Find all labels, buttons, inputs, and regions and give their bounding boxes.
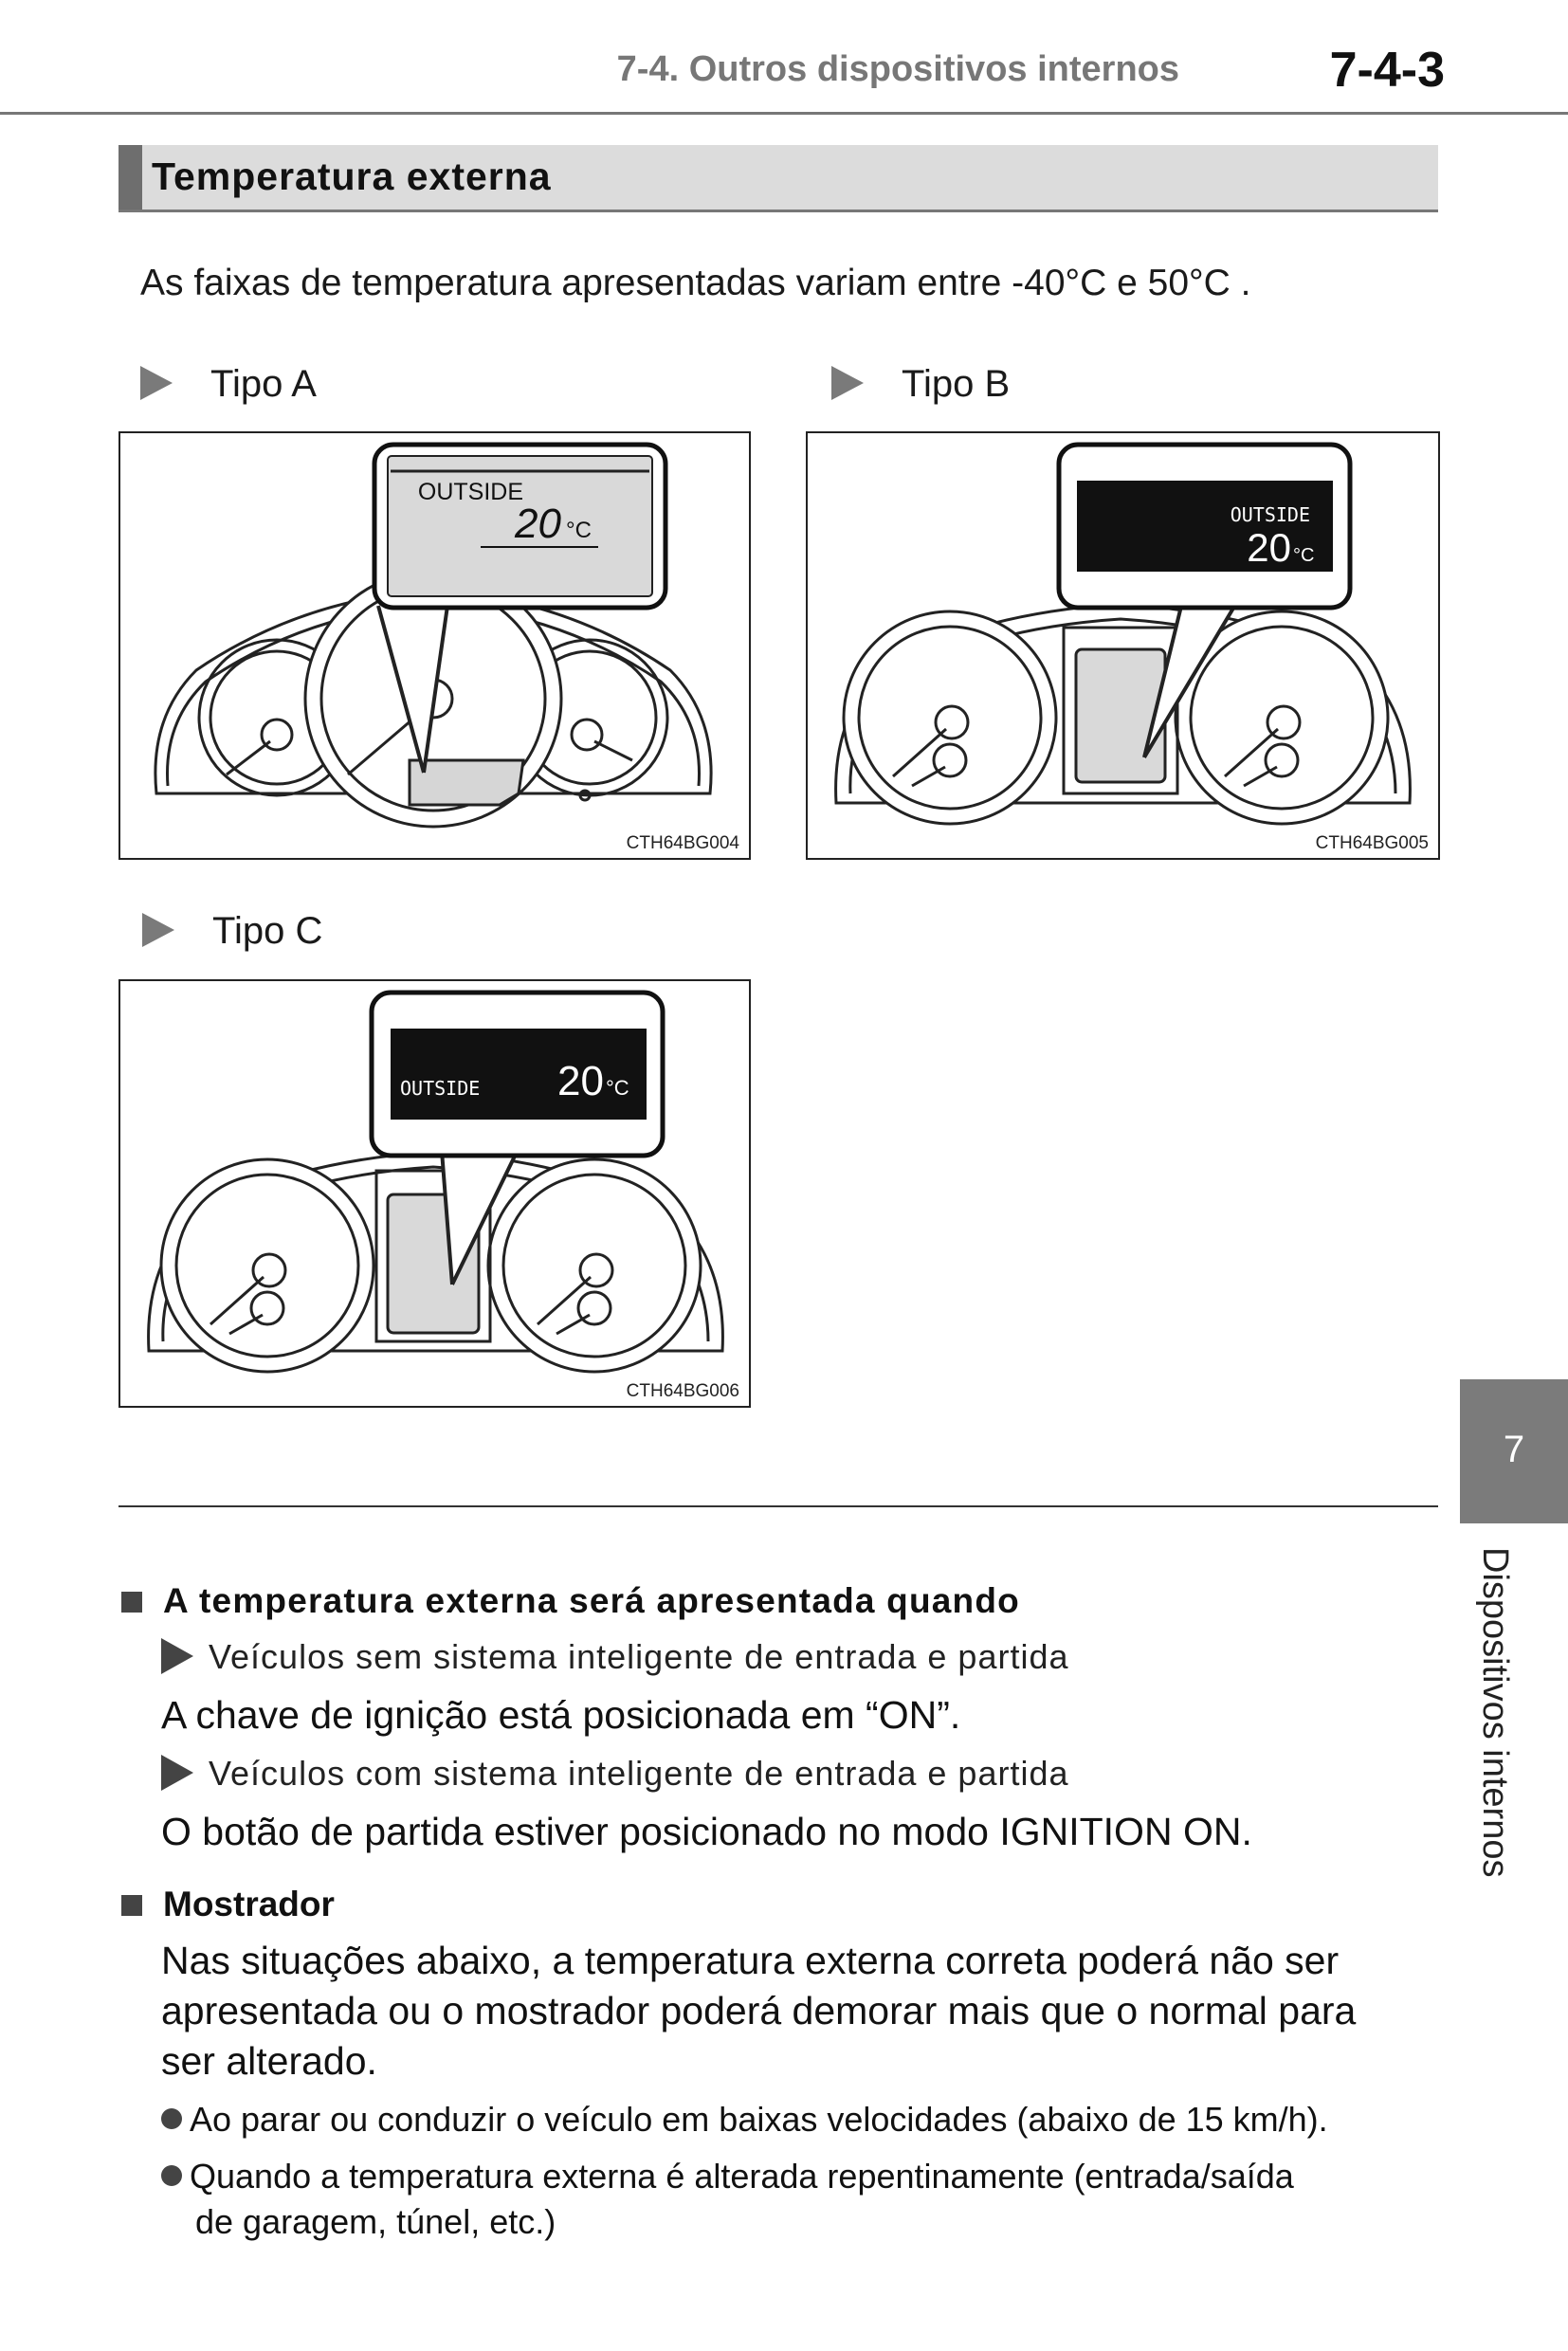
figure-code: CTH64BG005 [1315,833,1429,853]
tipo-b-label: Tipo B [831,363,1010,406]
list-item: Quando a temperatura externa é alterada repentinamente (entrada/saída de garagem, túnel, etc.) [161,2154,1294,2245]
header-divider [0,112,1568,115]
instrument-cluster-a-illustration [120,433,749,858]
when-text-start-button: O botão de partida estiver posicionado no modo IGNITION ON. [161,1810,1252,1853]
triangle-bullet-icon [831,366,864,400]
triangle-bullet-icon [142,913,174,947]
section-divider [119,1505,1438,1507]
figure-tipo-b [806,431,1440,860]
display-temperature-value: 20 [557,1058,604,1104]
figure-tipo-a [119,431,751,860]
display-outside-text: OUTSIDE [1230,503,1310,526]
figure-code: CTH64BG004 [626,833,739,853]
round-bullet-icon [161,2165,182,2186]
display-heading: Mostrador [121,1885,335,1924]
when-text-ignition: A chave de ignição está posicionada em “ON”. [161,1693,961,1737]
square-bullet-icon [121,1895,142,1916]
display-temperature-unit: °C [566,518,592,543]
round-bullet-icon [161,2108,182,2129]
display-outside-text: OUTSIDE [400,1077,481,1100]
tipo-c-label: Tipo C [142,910,322,953]
instrument-cluster-c-illustration [120,981,749,1406]
display-outside-text: OUTSIDE [417,479,523,505]
triangle-bullet-icon [161,1638,193,1674]
section-marker [119,145,142,210]
chapter-number: 7 [1503,1429,1525,1470]
figure-tipo-c [119,979,751,1408]
when-heading: A temperatura externa será apresentada quando [121,1581,1020,1621]
triangle-bullet-icon [140,366,173,400]
chapter-tab[interactable] [1460,1379,1568,1523]
sub-heading-with-smart-key: Veículos com sistema inteligente de entrada e partida [161,1754,1069,1794]
figure-code: CTH64BG006 [626,1381,739,1401]
tipo-a-label: Tipo A [140,363,317,406]
square-bullet-icon [121,1592,142,1613]
display-temperature-unit: °C [1293,545,1315,566]
page-number: 7-4-3 [1329,43,1445,98]
instrument-cluster-b-illustration [808,433,1438,858]
section-title-bar [119,145,1438,212]
intro-paragraph: As faixas de temperatura apresentadas variam entre -40°C e 50°C . [140,263,1251,303]
display-paragraph: Nas situações abaixo, a temperatura externa correta poderá não ser apresentada ou o mostrador poderá demorar mais que o normal para ser alterado. [161,1939,1357,2083]
display-temperature-unit: °C [606,1076,629,1100]
display-temperature-value: 20 [515,501,561,547]
triangle-bullet-icon [161,1755,193,1791]
sub-heading-without-smart-key: Veículos sem sistema inteligente de entrada e partida [161,1637,1069,1677]
display-temperature-value: 20 [1247,525,1291,570]
section-title: Temperatura externa [152,155,552,198]
chapter-tab-label: Dispositivos internos [1475,1547,1515,1878]
list-item: Ao parar ou conduzir o veículo em baixas velocidades (abaixo de 15 km/h). [161,2097,1328,2142]
header-section-title: 7-4. Outros dispositivos internos [616,49,1179,89]
